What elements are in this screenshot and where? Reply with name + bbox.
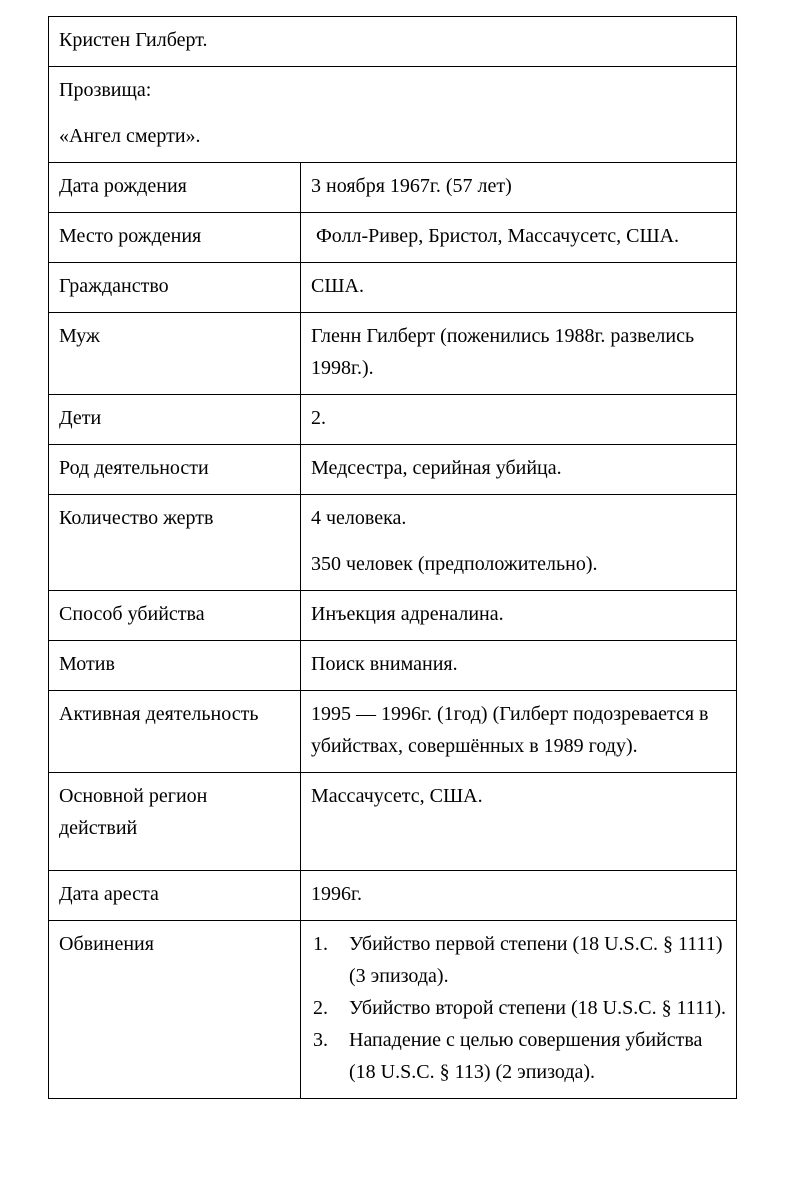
row-value: Медсестра, серийная убийца.: [301, 445, 737, 495]
table-row: [49, 641, 737, 691]
list-item: [311, 992, 726, 1024]
row-value: Гленн Гилберт (поженились 1988г. развелись 1998г.).: [301, 313, 737, 395]
row-value: 1996г.: [301, 871, 737, 921]
nicknames-row: [49, 67, 737, 163]
row-label: Обвинения: [49, 921, 301, 1099]
victims-suspected: 350 человек (предположительно).: [311, 553, 598, 575]
row-value: 1995 — 1996г. (1год) (Гилберт подозревается в убийствах, совершённых в 1989 году).: [301, 691, 737, 773]
nicknames-label: Прозвища:: [59, 79, 152, 101]
table-row: [49, 213, 737, 263]
table-row: [49, 445, 737, 495]
name-cell: [49, 17, 737, 67]
row-label: Количество жертв: [49, 495, 301, 591]
row-label: Место рождения: [49, 213, 301, 263]
list-item: [311, 1024, 726, 1088]
row-label: Дата ареста: [49, 871, 301, 921]
list-item-number: 2.: [313, 997, 328, 1019]
row-label: Род деятельности: [49, 445, 301, 495]
row-value: Инъекция адреналина.: [301, 591, 737, 641]
table-row: [49, 263, 737, 313]
list-item-number: 3.: [313, 1029, 328, 1051]
row-value: США.: [301, 263, 737, 313]
list-item-text: Убийство второй степени (18 U.S.C. § 1111).: [349, 997, 727, 1019]
row-value: [301, 495, 737, 591]
victims-confirmed: 4 человека.: [311, 507, 407, 529]
table-row: [49, 773, 737, 871]
row-value: Массачусетс, США.: [301, 773, 737, 871]
list-item-text: Убийство первой степени (18 U.S.C. § 1111) (3 эпизода).: [349, 933, 723, 987]
table-row: [49, 313, 737, 395]
row-label: Активная деятельность: [49, 691, 301, 773]
nickname-value: «Ангел смерти».: [59, 125, 201, 147]
list-item-text: Нападение с целью совершения убийства (18 U.S.C. § 113) (2 эпизода).: [349, 1029, 703, 1083]
table-row: [49, 495, 737, 591]
table-row: [49, 395, 737, 445]
row-value: 3 ноября 1967г. (57 лет): [301, 163, 737, 213]
row-label: Дата рождения: [49, 163, 301, 213]
row-label: Основной регион действий: [49, 773, 301, 871]
table-row: [49, 691, 737, 773]
profile-table: [48, 16, 737, 1099]
person-name: Кристен Гилберт.: [59, 29, 208, 51]
table-row: [49, 871, 737, 921]
name-row: [49, 17, 737, 67]
row-value: [301, 921, 737, 1099]
row-label: Способ убийства: [49, 591, 301, 641]
table-row: [49, 921, 737, 1099]
charges-list: [311, 928, 726, 1088]
list-item: [311, 928, 726, 992]
table-row: [49, 591, 737, 641]
row-label: Мотив: [49, 641, 301, 691]
row-label: Муж: [49, 313, 301, 395]
row-label: Гражданство: [49, 263, 301, 313]
row-label: Дети: [49, 395, 301, 445]
row-value: 2.: [301, 395, 737, 445]
table-row: [49, 163, 737, 213]
row-value: Поиск внимания.: [301, 641, 737, 691]
row-value: Фолл-Ривер, Бристол, Массачусетс, США.: [301, 213, 737, 263]
nicknames-cell: [49, 67, 737, 163]
list-item-number: 1.: [313, 933, 328, 955]
